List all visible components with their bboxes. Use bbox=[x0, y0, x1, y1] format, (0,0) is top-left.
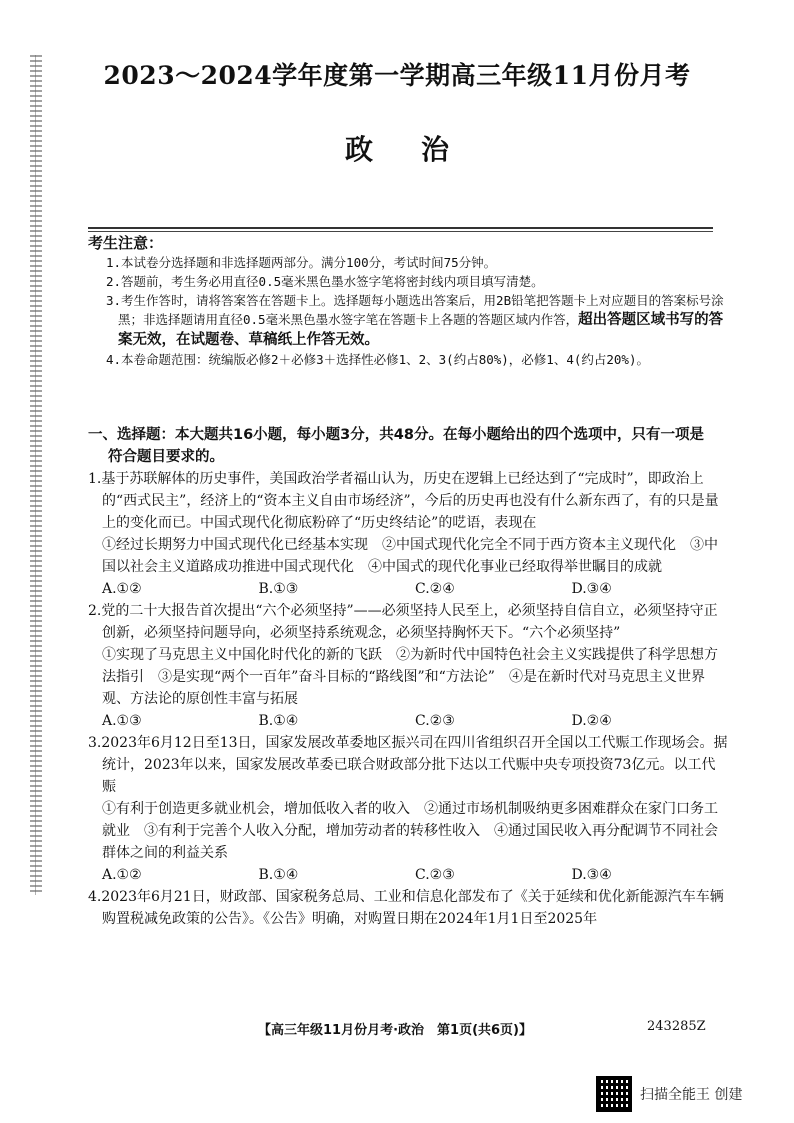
binding-margin bbox=[30, 55, 42, 895]
choice-b: B.①④ bbox=[258, 713, 299, 729]
question-statements: ①有利于创造更多就业机会，增加低收入者的收入 ②通过市场机制吸纳更多困难群众在家门口务工就业 ③有利于完善个人收入分配，增加劳动者的转移性收入 ④通过国民收入再分配调节不同社会群体之间的利益关系 bbox=[102, 801, 718, 861]
choice-d: D.②④ bbox=[571, 713, 612, 729]
notice-heading: 考生注意： bbox=[88, 234, 164, 252]
question-stem: 1.基于苏联解体的历史事件，美国政治学者福山认为，历史在逻辑上已经达到了“完成时”，即政治上的“西式民主”，经济上的“资本主义自由市场经济”，今后的历史再也没有什么新东西了，有的只是量上的变化而已。中国式现代化彻底粉碎了“历史终结论”的呓语，表现在 bbox=[88, 471, 719, 531]
subject-title: 政治 bbox=[344, 133, 497, 166]
footer-page-info: 【高三年级11月份月考·政治 第1页(共6页)】 bbox=[258, 1023, 533, 1038]
header-rule-thin bbox=[88, 231, 713, 232]
notice-item bbox=[88, 291, 728, 350]
question-stem: 3.2023年6月12日至13日，国家发展改革委地区振兴司在四川省组织召开全国以工代赈工作现场会。据统计，2023年以来，国家发展改革委已联合财政部分批下达以工代赈中央专项投资73亿元。以工代赈 bbox=[88, 735, 728, 795]
watermark-text: 扫描全能王 创建 bbox=[640, 1087, 743, 1103]
section-heading-line2: 符合题目要求的。 bbox=[108, 449, 224, 465]
header-rule bbox=[88, 227, 713, 229]
section-heading-line1: 一、选择题：本大题共16小题，每小题3分，共48分。在每小题给出的四个选项中，只有一项是 bbox=[88, 427, 704, 443]
question-4 bbox=[88, 886, 728, 930]
answer-choices bbox=[88, 864, 728, 886]
binding-line bbox=[35, 55, 36, 895]
question-1 bbox=[88, 468, 728, 600]
choice-c: C.②③ bbox=[415, 713, 455, 729]
notice-item-text: 3.考生作答时，请将答案答在答题卡上。选择题每小题选出答案后，用2B铅笔把答题卡上对应题目的答案标号涂黑；非选择题请用直径0.5毫米黑色墨水签字笔在答题卡上各题的答题区域内作答， bbox=[106, 293, 724, 327]
answer-choices bbox=[88, 578, 728, 600]
question-stem: 2.党的二十大报告首次提出“六个必须坚持”——必须坚持人民至上，必须坚持自信自立，必须坚持守正创新，必须坚持问题导向，必须坚持系统观念，必须坚持胸怀天下。“六个必须坚持” bbox=[88, 603, 718, 641]
choice-d: D.③④ bbox=[571, 581, 612, 597]
exam-title: 2023～2024学年度第一学期高三年级11月份月考 bbox=[103, 61, 691, 90]
question-3 bbox=[88, 732, 728, 886]
qr-code-icon bbox=[596, 1076, 632, 1112]
choice-a: A.①③ bbox=[102, 713, 142, 729]
choice-c: C.②③ bbox=[415, 867, 455, 883]
choice-c: C.②④ bbox=[415, 581, 455, 597]
question-statements: ①经过长期努力中国式现代化已经基本实现 ②中国式现代化完全不同于西方资本主义现代化 ③中国以社会主义道路成功推进中国式现代化 ④中国式的现代化事业已经取得举世瞩目的成就 bbox=[102, 537, 718, 575]
answer-choices bbox=[88, 710, 728, 732]
question-stem: 4.2023年6月21日，财政部、国家税务总局、工业和信息化部发布了《关于延续和优化新能源汽车车辆购置税减免政策的公告》。《公告》明确，对购置日期在2024年1月1日至2025年 bbox=[88, 889, 724, 927]
choice-b: B.①③ bbox=[258, 581, 299, 597]
choice-a: A.①② bbox=[102, 581, 142, 597]
notice-item: 1.本试卷分选择题和非选择题两部分。满分100分，考试时间75分钟。 bbox=[106, 255, 497, 270]
choice-d: D.③④ bbox=[571, 867, 612, 883]
scanner-watermark bbox=[596, 1076, 742, 1112]
candidate-notice bbox=[88, 234, 728, 369]
notice-item: 2.答题前，考生务必用直径0.5毫米黑色墨水签字笔将密封线内项目填写清楚。 bbox=[106, 274, 544, 289]
question-2 bbox=[88, 600, 728, 732]
notice-item-bold: 超出答题区域书写的答案无效，在试题卷、草稿纸上作答无效。 bbox=[118, 312, 724, 348]
choice-b: B.①④ bbox=[258, 867, 299, 883]
section-heading bbox=[88, 424, 728, 468]
footer-exam-code: 243285Z bbox=[647, 1019, 706, 1034]
notice-item: 4.本卷命题范围：统编版必修2＋必修3＋选择性必修1、2、3(约占80%)，必修1、4(约占20%)。 bbox=[106, 352, 649, 367]
question-statements: ①实现了马克思主义中国化时代化的新的飞跃 ②为新时代中国特色社会主义实践提供了科学思想方法指引 ③是实现“两个一百年”奋斗目标的“路线图”和“方法论” ④是在新时代对马克思主义世界观、方法论的原创性丰富与拓展 bbox=[102, 647, 718, 707]
question-section bbox=[88, 424, 728, 930]
choice-a: A.①② bbox=[102, 867, 142, 883]
